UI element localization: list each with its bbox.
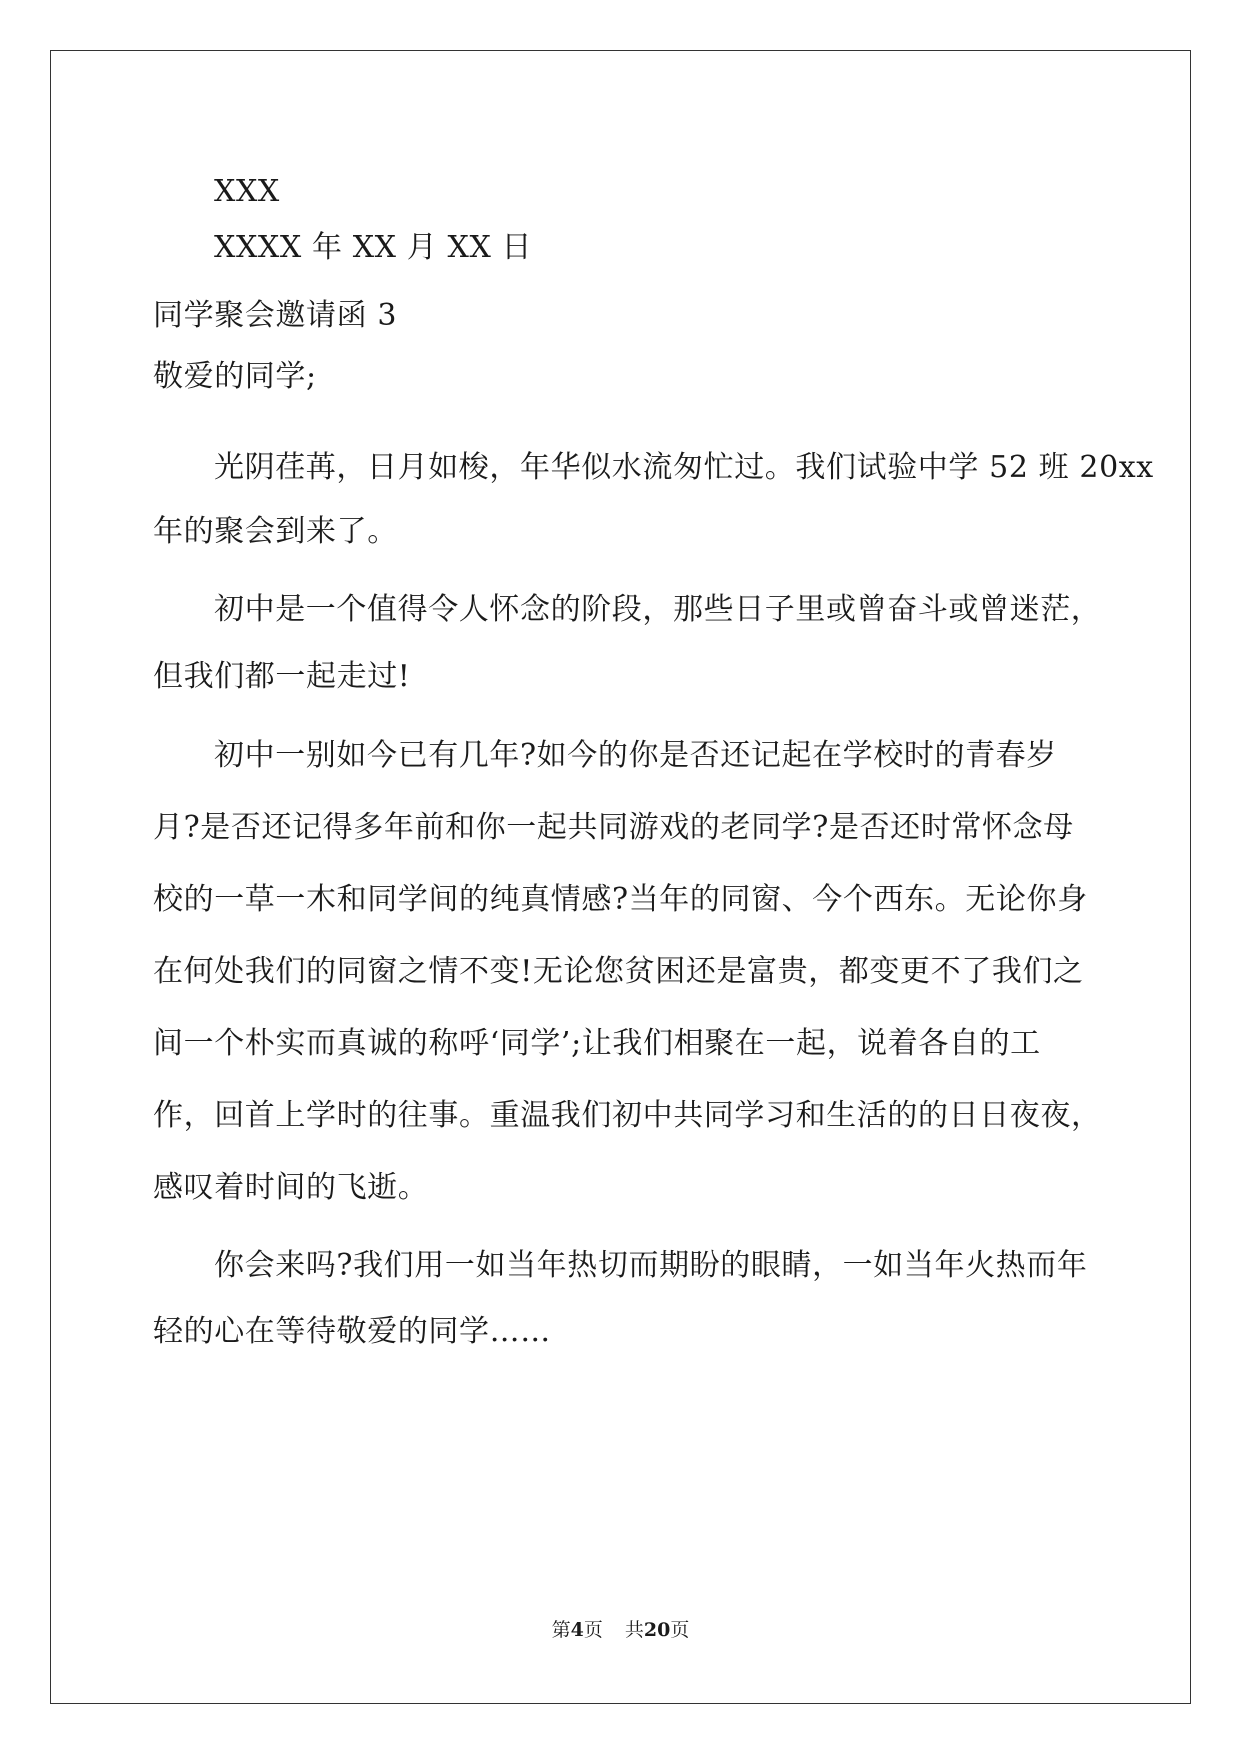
signature: XXX: [214, 174, 280, 209]
paragraph-line: 月?是否还记得多年前和你一起共同游戏的老同学?是否还时常怀念母: [153, 810, 1074, 845]
section-title: 同学聚会邀请函 3: [153, 298, 398, 333]
letter-date: XXXX 年 XX 月 XX 日: [214, 230, 533, 265]
paragraph-line: 光阴荏苒，日月如梭，年华似水流匆忙过。我们试验中学 52 班 20xx: [214, 450, 1154, 485]
total-prefix: 共: [624, 1619, 644, 1641]
paragraph-line: 你会来吗?我们用一如当年热切而期盼的眼睛，一如当年火热而年: [214, 1248, 1088, 1283]
paragraph-line: 初中一别如今已有几年?如今的你是否还记起在学校时的青春岁: [214, 738, 1057, 773]
paragraph-line: 感叹着时间的飞逝。: [153, 1170, 429, 1205]
paragraph-line: 校的一草一木和同学间的纯真情感?当年的同窗、今个西东。无论你身: [153, 882, 1088, 917]
page-suffix: 页: [583, 1619, 603, 1641]
paragraph-line: 在何处我们的同窗之情不变!无论您贫困还是富贵，都变更不了我们之: [153, 954, 1084, 989]
greeting: 敬爱的同学;: [153, 359, 317, 394]
page-total: 20: [643, 1619, 671, 1641]
page-prefix: 第: [551, 1619, 571, 1641]
paragraph-line: 作，回首上学时的往事。重温我们初中共同学习和生活的的日日夜夜，: [153, 1098, 1102, 1133]
paragraph-line: 但我们都一起走过!: [153, 659, 411, 694]
paragraph-line: 初中是一个值得令人怀念的阶段，那些日子里或曾奋斗或曾迷茫，: [214, 592, 1102, 627]
page-footer: [0, 1618, 1241, 1642]
paragraph-line: 年的聚会到来了。: [153, 514, 398, 549]
paragraph-line: 间一个朴实而真诚的称呼‘同学’;让我们相聚在一起，说着各自的工: [153, 1026, 1041, 1061]
total-suffix: 页: [670, 1619, 690, 1641]
paragraph-line: 轻的心在等待敬爱的同学……: [153, 1314, 551, 1349]
page-number: 4: [570, 1619, 584, 1641]
